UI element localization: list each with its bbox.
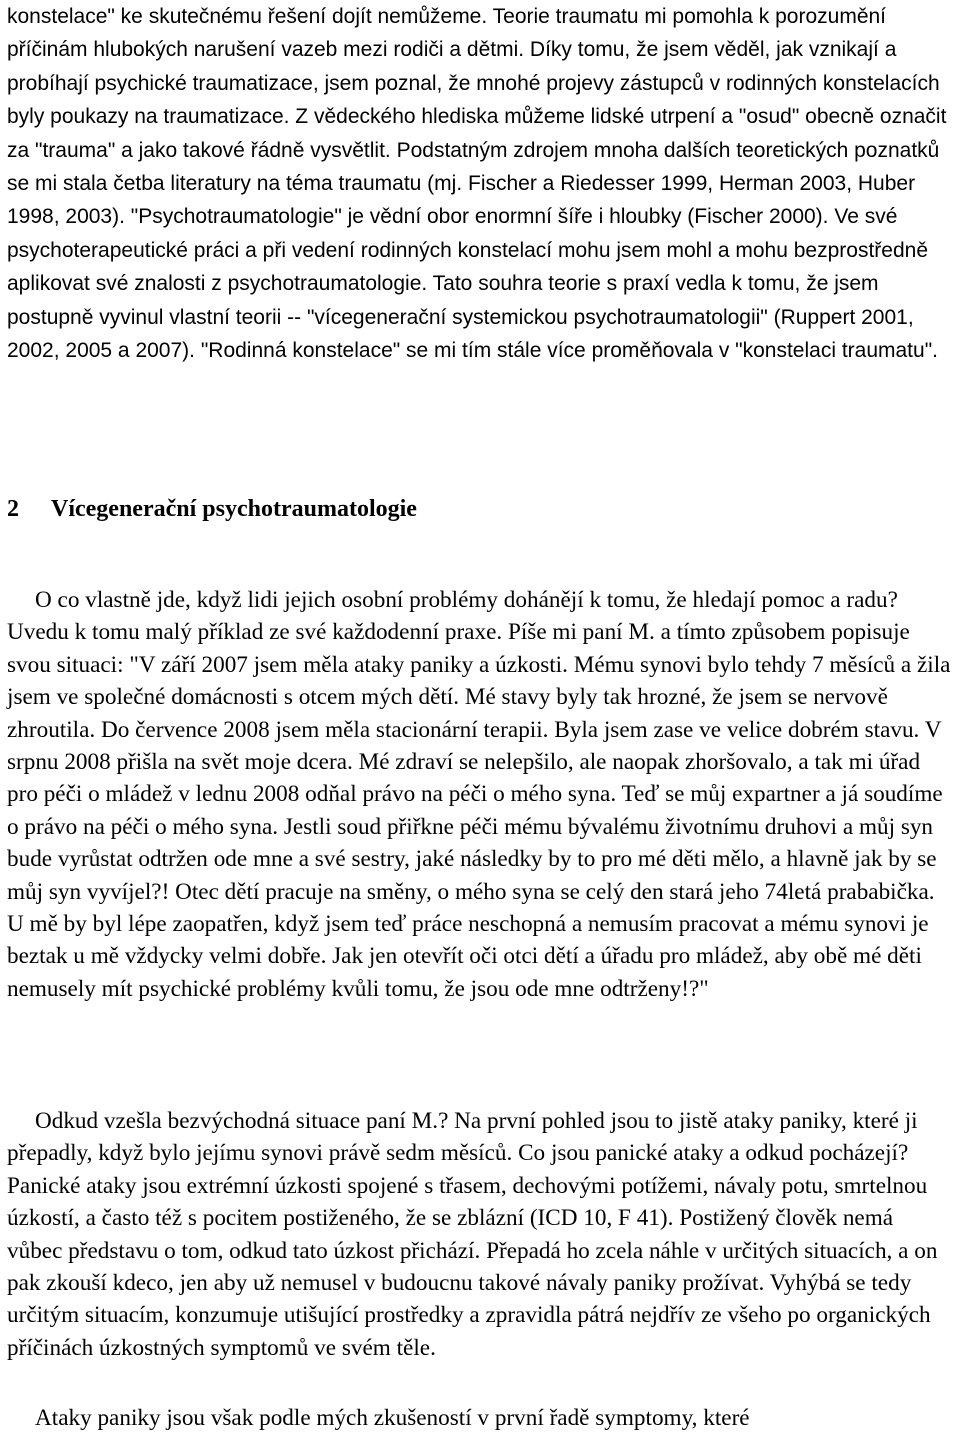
body-paragraph-3: Odkud vzešla bezvýchodná situace paní M.? Na první pohled jsou to jistě ataky paniky, které ji přepadly, když bylo jejímu synovi právě sedm měsíců. Co jsou panické ataky a odkud pocházejí? Panické ataky jsou extrémní úzkosti spojené s třasem, dechovými potížemi, návaly potu, smrtelnou úzkostí, a často též s pocitem postiženého, že se zblázní (ICD 10, F 41). Postižený člověk nemá vůbec představu o tom, odkud tato úzkost přichází. Přepadá ho zcela náhle v určitých situacích, a on pak zkouší kdeco, jen aby už nemusel v budoucnu takové návaly paniky prožívat. Vyhýbá se tedy určitým situacím, konzumuje utišující prostředky a zpravidla pátrá nejdřív ze všeho po organických příčinách úzkostných symptomů ve svém těle. (7, 1108, 938, 1361)
section-number: 2 (7, 496, 19, 522)
section-title: Vícegenerační psychotraumatologie (51, 496, 417, 522)
body-paragraph-2: O co vlastně jde, když lidi jejich osobní problémy dohánějí k tomu, že hledají pomoc a radu? Uvedu k tomu malý příklad ze své každodenní praxe. Píše mi paní M. a tímto způsobem popisuje svou situaci: "V září 2007 jsem měla ataky paniky a úzkosti. Mému synovi bylo tehdy 7 měsíců a žila jsem ve společné domácnosti s otcem mých dětí. Mé stavy byly tak hrozné, že jsem se nervově zhroutila. Do července 2008 jsem měla stacionární terapii. Byla jsem zase ve velice dobrém stavu. V srpnu 2008 přišla na svět moje dcera. Mé zdraví se nelepšilo, ale naopak zhoršovalo, a tak mi úřad pro péči o mládež v lednu 2008 odňal právo na péči o mého syna. Teď se můj expartner a já soudíme o právo na péči o mého syna. Jestli soud přiřkne péči mému bývalému životnímu druhovi a můj syn bude vyrůstat odtržen ode mne a své sestry, jaké následky by to pro mé děti mělo, a hlavně jak by se můj syn vyvíjel?! Otec dětí pracuje na směny, o mého syna se celý den stará jeho 74letá prababička. U mě by byl lépe zaopatřen, když jsem teď práce neschopná a nemusím pracovat a mému synovi je beztak u mě vždycky velmi dobře. Jak jen otevřít oči otci dětí a úřadu pro mládež, aby obě mé děti nemusely mít psychické problémy kvůli tomu, že jsou ode mne odtrženy!?" (7, 587, 951, 1002)
paragraph-1-text: konstelace" ke skutečnému řešení dojít nemůžeme. Teorie traumatu mi pomohla k porozumění příčinám hlubokých narušení vazeb mezi rodiči a dětmi. Díky tomu, že jsem věděl, jak vznikají a probíhají psychické traumatizace, jsem poznal, že mnohé projevy zástupců v rodinných konstelacích byly poukazy na traumatizace. Z vědeckého hlediska můžeme lidské utrpení a "osud" obecně označit za "trauma" a jako takové řádně vysvětlit. Podstatným zdrojem mnoha dalších teoretických poznatků se mi stala četba literatury na téma traumatu (mj. Fischer a Riedesser 1999, Herman 2003, Huber 1998, 2003). "Psychotraumatologie" je vědní obor enormní šíře i hloubky (Fischer 2000). Ve své psychoterapeutické práci a při vedení rodinných konstelací mohu jsem mohl a mohu bezprostředně aplikovat své znalosti z psychotraumatologie. Tato souhra teorie s praxí vedla k tomu, že jsem postupně vyvinul vlastní teorii -- "vícegenerační systemickou psychotraumatologii" (Ruppert 2001, 2002, 2005 a 2007). "Rodinná konstelace" se mi tím stále více proměňovala v "konstelaci traumatu". (7, 5, 947, 363)
body-paragraph-1 (7, 0, 953, 367)
body-paragraph-4: Ataky paniky jsou však podle mých zkušeností v první řadě symptomy, které (35, 1405, 750, 1431)
section-heading (7, 492, 417, 526)
document-page (7, 0, 953, 367)
